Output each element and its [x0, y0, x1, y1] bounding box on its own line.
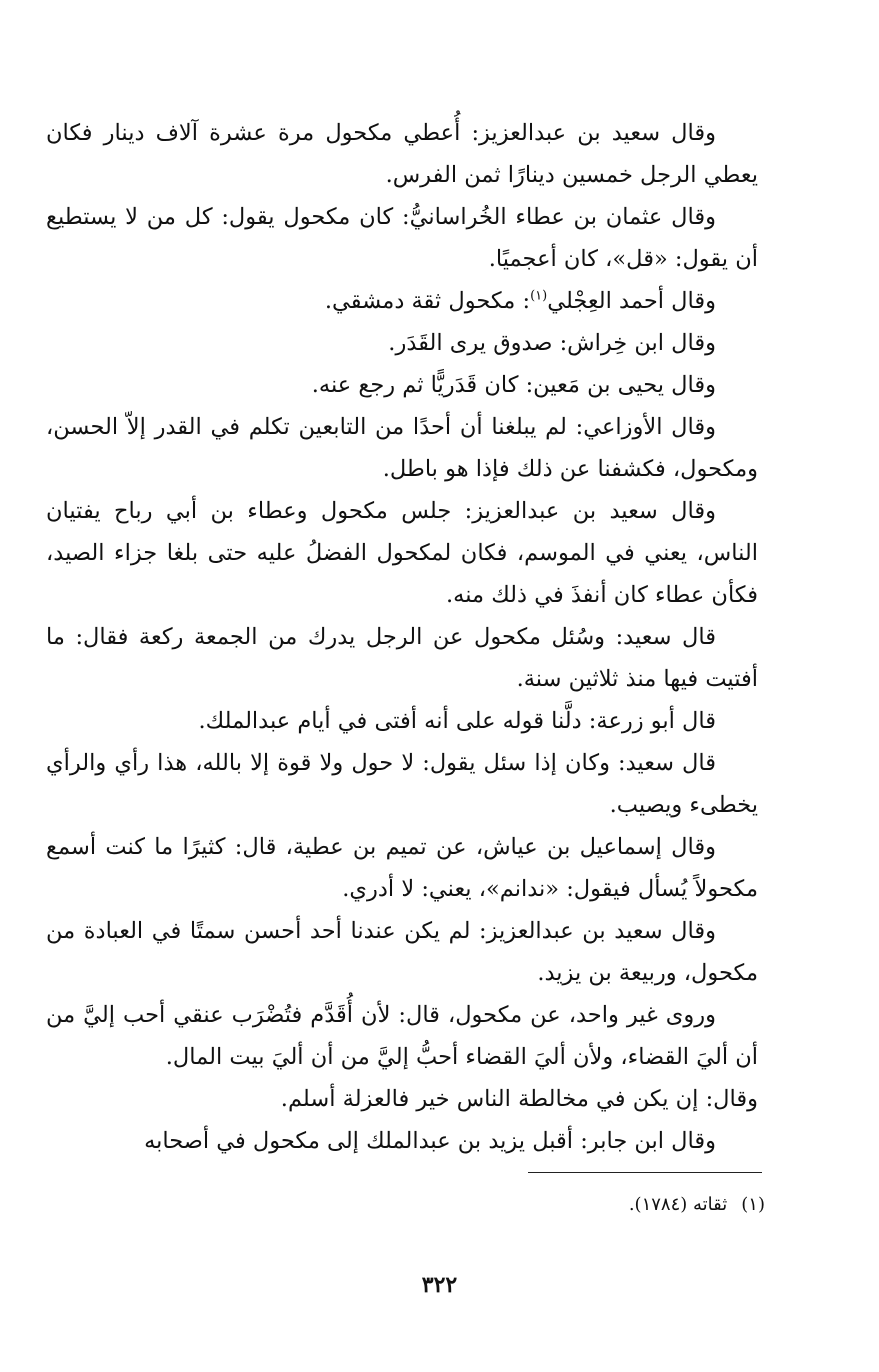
footnote-text: ثقاته (١٧٨٤).: [628, 1194, 728, 1215]
paragraph-ismail: وقال إسماعيل بن عياش، عن تميم بن عطية، قال: كثيرًا ما كنت أسمع مكحولاً يُسأل فيقول: «ندانم»، يعني: لا أدري.: [46, 834, 758, 902]
paragraph-awzai: وقال الأوزاعي: لم يبلغنا أن أحدًا من التابعين تكلم في القدر إلاّ الحسن، ومكحول، فكشفنا عن ذلك فإذا هو باطل.: [46, 414, 758, 482]
paragraph-uzla: وقال: إن يكن في مخالطة الناس خير فالعزلة أسلم.: [280, 1086, 758, 1112]
paragraph-ibn-khirash: وقال ابن خِراش: صدوق يرى القَدَر.: [388, 330, 716, 356]
paragraph-jumua: قال سعيد: وسُئل مكحول عن الرجل يدرك من الجمعة ركعة فقال: ما أفتيت فيها منذ ثلاثين سنة.: [46, 624, 758, 692]
paragraph-la-hawla: قال سعيد: وكان إذا سئل يقول: لا حول ولا قوة إلا بالله، هذا رأي والرأي يخطىء ويصيب.: [46, 750, 758, 818]
paragraph-yahya: وقال يحيى بن مَعين: كان قَدَريًّا ثم رجع عنه.: [311, 372, 716, 398]
footnote-number: (١): [741, 1194, 765, 1215]
ajli-text: وقال أحمد العِجْلي: [547, 288, 716, 314]
paragraph-ibn-jabir: وقال ابن جابر: أقبل يزيد بن عبدالملك إلى مكحول في أصحابه: [144, 1128, 716, 1154]
ajli-text-rest: : مكحول ثقة دمشقي.: [324, 288, 531, 314]
page-number: ٣٢٢: [421, 1272, 458, 1298]
paragraph-said-gift: وقال سعيد بن عبدالعزيز: أُعطي مكحول مرة عشرة آلاف دينار فكان يعطي الرجل خمسين دينارًا ثمن الفرس.: [46, 120, 758, 188]
paragraph-ajli: [46, 280, 758, 322]
footnote-reference[interactable]: (١): [530, 288, 548, 304]
paragraph-abu-zura: قال أبو زرعة: دلَّنا قوله على أنه أفتى في أيام عبدالملك.: [198, 708, 716, 734]
paragraph-uthman: وقال عثمان بن عطاء الخُراسانيُّ: كان مكحول يقول: كل من لا يستطيع أن يقول: «قل»، كان أعجميًا.: [46, 204, 758, 272]
paragraph-fatwa-mawsim: وقال سعيد بن عبدالعزيز: جلس مكحول وعطاء بن أبي رباح يفتيان الناس، يعني في الموسم، فكان لمكحول الفضلُ عليه حتى بلغا جزاء الصيد، فكأن عطاء كان أنفذَ في ذلك منه.: [46, 498, 758, 608]
footnote-divider: [528, 1172, 762, 1173]
paragraph-qada: وروى غير واحد، عن مكحول، قال: لأن أُقَدَّم فتُضْرَب عنقي أحب إليَّ من أن أليَ القضاء، ولأن أليَ القضاء أحبُّ إليَّ من أن أليَ بيت المال.: [46, 1002, 758, 1070]
main-text: [46, 112, 758, 1162]
paragraph-samt: وقال سعيد بن عبدالعزيز: لم يكن عندنا أحد أحسن سمتًا في العبادة من مكحول، وربيعة بن يزيد.: [46, 918, 758, 986]
footnote: [165, 1190, 765, 1220]
